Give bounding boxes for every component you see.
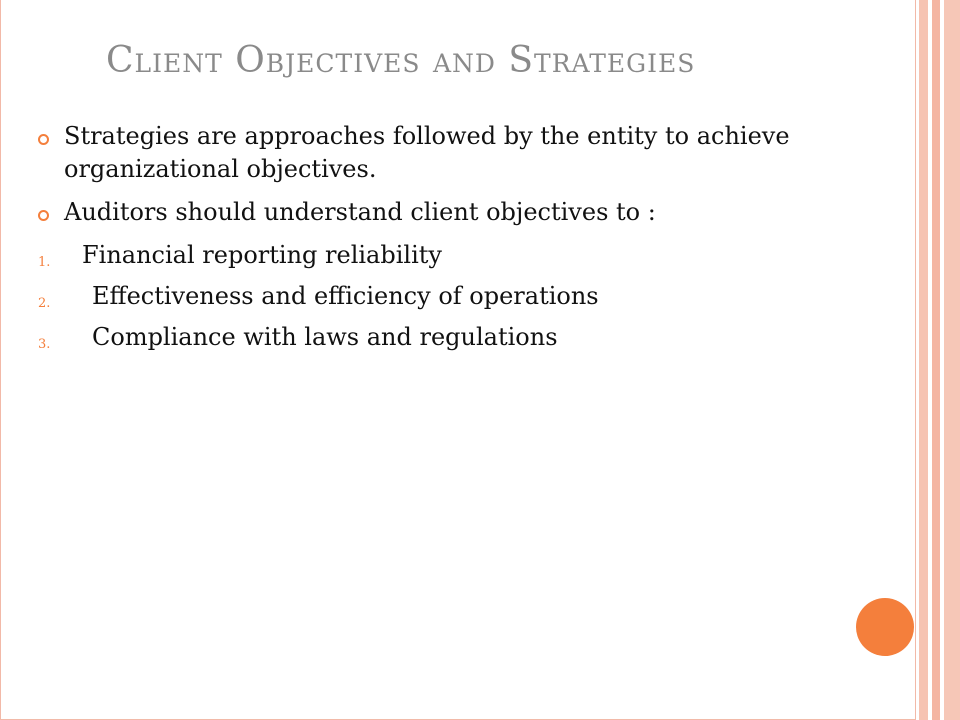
numbered-item bbox=[38, 239, 858, 272]
decorative-stripes bbox=[916, 0, 960, 720]
circle-bullet-icon bbox=[38, 210, 49, 221]
item-number: 2. bbox=[38, 296, 51, 311]
slide-content bbox=[38, 120, 858, 360]
item-text: Compliance with laws and regulations bbox=[92, 323, 558, 351]
bullet-text: Strategies are approaches followed by the entity to achieve organizational objectives. bbox=[64, 122, 790, 183]
numbered-item bbox=[38, 321, 858, 354]
bullet-item bbox=[38, 196, 858, 229]
circle-bullet-icon bbox=[38, 134, 49, 145]
bullet-text: Auditors should understand client objectives to : bbox=[64, 198, 656, 226]
item-text: Financial reporting reliability bbox=[82, 241, 442, 269]
bullet-item bbox=[38, 120, 858, 186]
numbered-item bbox=[38, 280, 858, 313]
item-number: 1. bbox=[38, 255, 51, 270]
slide-title: Client Objectives and Strategies bbox=[106, 40, 696, 81]
item-text: Effectiveness and efficiency of operations bbox=[92, 282, 599, 310]
orange-circle-icon bbox=[856, 598, 914, 656]
item-number: 3. bbox=[38, 337, 51, 352]
